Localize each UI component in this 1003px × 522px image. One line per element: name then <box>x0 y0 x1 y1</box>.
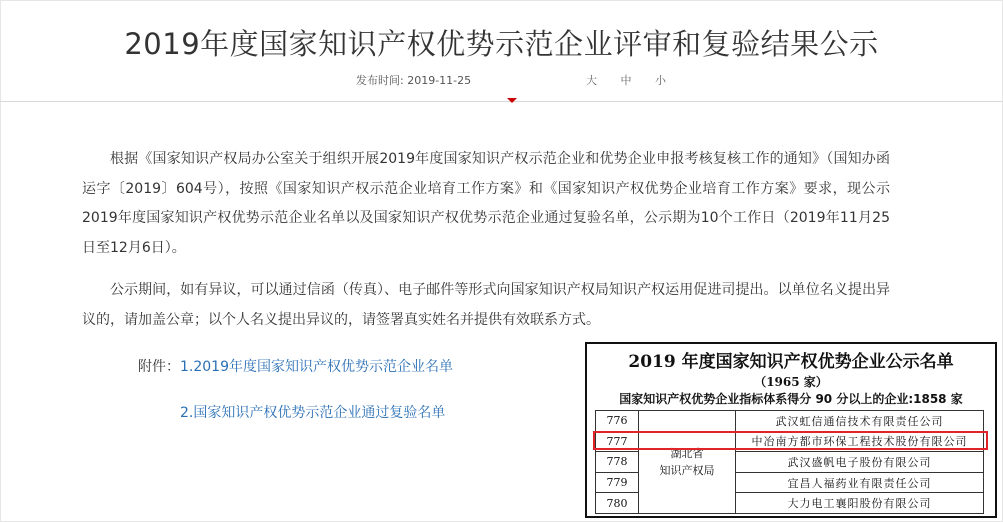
figure-title: 2019 年度国家知识产权优势企业公示名单 <box>628 352 954 372</box>
row-number: 780 <box>596 493 639 514</box>
figure-count: （1965 家） <box>754 375 828 389</box>
publish-date: 发布时间: 2019-11-25 <box>356 74 472 87</box>
company-name: 大力电工襄阳股份有限公司 <box>736 493 984 514</box>
company-name: 武汉盛帆电子股份有限公司 <box>736 452 984 473</box>
figure-subtitle: 国家知识产权优势企业指标体系得分 90 分以上的企业:1858 家 <box>619 392 963 406</box>
attachment-line-1 <box>82 356 453 376</box>
article-meta <box>0 72 1003 90</box>
company-name: 武汉虹信通信技术有限责任公司 <box>736 411 984 432</box>
province-unit-label: 湖北省 知识产权局 <box>659 447 715 477</box>
paragraph-notice: 根据《国家知识产权局办公室关于组织开展2019年度国家知识产权示范企业和优势企业申报考核复核工作的通知》（国知办函运字〔2019〕604号），按照《国家知识产权示范企业培育工作方案》和《国家知识产权优势企业培育工作方案》要求，现公示2019年度国家知识产权优势示范企业名单以及国家知识产权优势示范企业通过复验名单，公示期为10个工作日（2019年11月25日至12月6日）。 <box>82 151 890 256</box>
font-size-switcher[interactable]: 大 中 小 <box>586 74 676 87</box>
row-number: 776 <box>596 411 639 432</box>
attachment-link-1[interactable]: 1.2019年度国家知识产权优势示范企业名单 <box>180 359 453 375</box>
row-number: 778 <box>596 452 639 473</box>
company-name: 宜昌人福药业有限责任公司 <box>736 472 984 493</box>
row-number: 779 <box>596 472 639 493</box>
title-divider <box>0 101 1003 102</box>
table-row <box>596 411 984 432</box>
list-excerpt-image <box>585 342 997 518</box>
article-body <box>82 145 890 335</box>
attachment-link-2[interactable]: 2.国家知识产权优势示范企业通过复验名单 <box>180 405 446 421</box>
province-unit <box>639 411 736 514</box>
company-table <box>595 410 984 514</box>
attachment-line-2 <box>82 402 445 422</box>
company-name: 中冶南方都市环保工程技术股份有限公司 <box>736 431 984 452</box>
row-number: 777 <box>596 431 639 452</box>
divider-notch-icon <box>507 98 517 103</box>
page-title: 2019年度国家知识产权优势示范企业评审和复验结果公示 <box>124 27 879 61</box>
attachment-label: 附件： <box>138 359 180 375</box>
paragraph-objection: 公示期间，如有异议，可以通过信函（传真）、电子邮件等形式向国家知识产权局知识产权运用促进司提出。以单位名义提出异议的，请加盖公章；以个人名义提出异议的，请签署真实姓名并提供有效联系方式。 <box>82 282 890 328</box>
